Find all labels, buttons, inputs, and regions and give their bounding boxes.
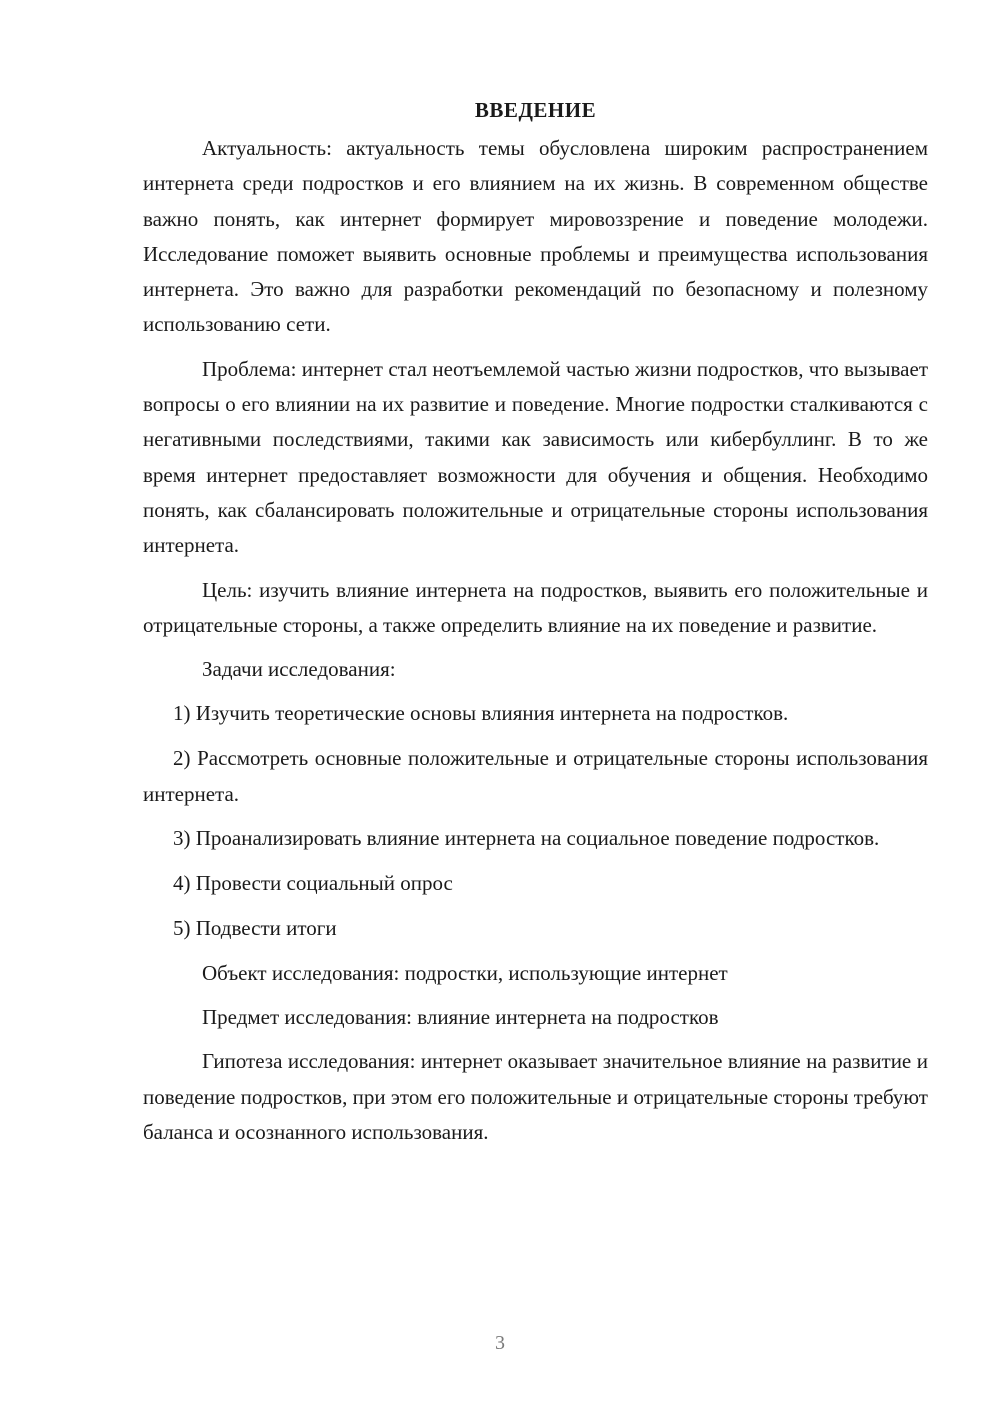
research-object: Объект исследования: подростки, использующие интернет xyxy=(202,960,728,985)
research-hypothesis: Гипотеза исследования: интернет оказывает значительное влияние на развитие и поведение подростков, при этом его положительные и отрицательные стороны требуют баланса и осознанного использования. xyxy=(143,1049,928,1144)
tasks-heading: Задачи исследования: xyxy=(202,657,396,682)
task-item-5: 5) Подвести итоги xyxy=(173,915,337,940)
paragraph-goal: Цель: изучить влияние интернета на подростков, выявить его положительные и отрицательные стороны, а также определить влияние на их поведение и развитие. xyxy=(143,577,928,637)
page-number: 3 xyxy=(495,1332,505,1354)
task-item-1: 1) Изучить теоретические основы влияния интернета на подростков. xyxy=(173,701,789,726)
task-item-3: 3) Проанализировать влияние интернета на социальное поведение подростков. xyxy=(173,826,880,851)
task-item-4: 4) Провести социальный опрос xyxy=(173,871,453,896)
research-subject: Предмет исследования: влияние интернета на подростков xyxy=(202,1005,719,1030)
section-title: ВВЕДЕНИЕ xyxy=(474,98,597,122)
paragraph-relevance: Актуальность: актуальность темы обусловлена широким распространением интернета среди подростков и его влиянием на их жизнь. В современном обществе важно понять, как интернет формирует мировоззрение и поведение молодежи. Исследование поможет выявить основные проблемы и преимущества использования интернета. Это важно для разработки рекомендаций по безопасному и полезному использованию сети. xyxy=(143,136,928,337)
paragraph-problem: Проблема: интернет стал неотъемлемой частью жизни подростков, что вызывает вопросы о его влиянии на их развитие и поведение. Многие подростки сталкиваются с негативными последствиями, такими как зависимость или кибербуллинг. В то же время интернет предоставляет возможности для обучения и общения. Необходимо понять, как сбалансировать положительные и отрицательные стороны использования интернета. xyxy=(143,356,928,558)
task-item-2: 2) Рассмотреть основные положительные и отрицательные стороны использования интернета. xyxy=(143,746,928,806)
document-page xyxy=(143,92,928,1159)
